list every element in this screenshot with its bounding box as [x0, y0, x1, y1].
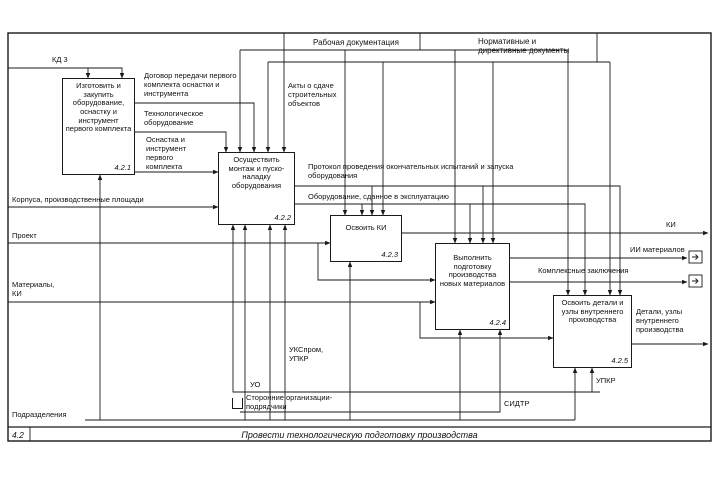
label-normativnye-dokumenty: Нормативные и директивные документы: [478, 37, 570, 56]
label-detali-uzly: Детали, узлы внутреннего производства: [636, 307, 684, 334]
label-osnastka-instrument: Оснастка и инструмент первого комплекта: [146, 135, 187, 171]
activity-label: Изготовить и закупить оборудование, оснастку и инструмент первого комплекта: [65, 81, 132, 134]
activity-label: Осуществить монтаж и пуско-наладку оборудования: [228, 155, 285, 190]
label-storonnie-organizacii: Сторонние организации-подрядчики: [246, 393, 333, 411]
activity-box-4-2-3: [330, 215, 402, 262]
label-materialy-ki: Материалы, КИ: [12, 280, 55, 298]
label-akty-o-sdache: Акты о сдаче строительных объектов: [288, 81, 337, 108]
offpage-ref-icon-kompleksnye: [689, 275, 702, 287]
label-protokol-ispytanij: Протокол проведения окончательных испытаний и запуска оборудования: [308, 162, 514, 180]
arrow-kd3: [8, 68, 122, 78]
label-upkr: УПКР: [596, 376, 616, 385]
label-tehnologicheskoe-oborudovanie: Технологическое оборудование: [144, 109, 204, 127]
activity-id: 4.2.4: [489, 318, 506, 328]
label-rabochaya-dokumentaciya: Рабочая документация: [313, 38, 399, 47]
label-ki-out: КИ: [666, 220, 676, 229]
activity-id: 4.2.3: [381, 250, 398, 260]
footer-node-number: 4.2: [12, 430, 24, 440]
label-oborudovanie-sdannoe: Оборудование, сданное в эксплуатацию: [308, 192, 449, 201]
activity-box-4-2-5: [553, 295, 632, 368]
activity-label: Выполнить подготовку производства новых материалов: [439, 253, 506, 288]
label-sidtr: СИДТР: [504, 399, 530, 408]
activity-id: 4.2.2: [274, 213, 291, 223]
offpage-ref-icon-ii-materialov: [689, 251, 702, 263]
footer-diagram-title: Провести технологическую подготовку производства: [241, 430, 478, 440]
subcontractor-call-icon: [232, 398, 243, 409]
label-kd3: КД 3: [52, 55, 68, 64]
label-podrazdeleniya: Подразделения: [12, 410, 67, 419]
activity-id: 4.2.1: [114, 163, 131, 173]
label-proekt: Проект: [12, 231, 37, 240]
label-kompleksnye-zaklyucheniya: Комплексные заключения: [538, 266, 629, 275]
arrow-uo-mechanism: [233, 225, 600, 392]
activity-id: 4.2.5: [611, 356, 628, 366]
activity-label: Освоить КИ: [345, 223, 387, 232]
activity-box-4-2-2: [218, 152, 295, 225]
label-ii-materialov: ИИ материалов: [630, 245, 685, 254]
activity-box-4-2-1: [62, 78, 135, 175]
label-uksprom-upkr: УКСпром, УПКР: [289, 345, 324, 363]
label-uo: УО: [250, 380, 261, 389]
label-dogovor-peredachi: Договор передачи первого комплекта оснастки и инструмента: [144, 71, 237, 98]
activity-box-4-2-4: [435, 243, 510, 330]
activity-label: Освоить детали и узлы внутреннего производства: [561, 298, 624, 325]
label-korpusa-ploshchadi: Корпуса, производственные площади: [12, 195, 144, 204]
